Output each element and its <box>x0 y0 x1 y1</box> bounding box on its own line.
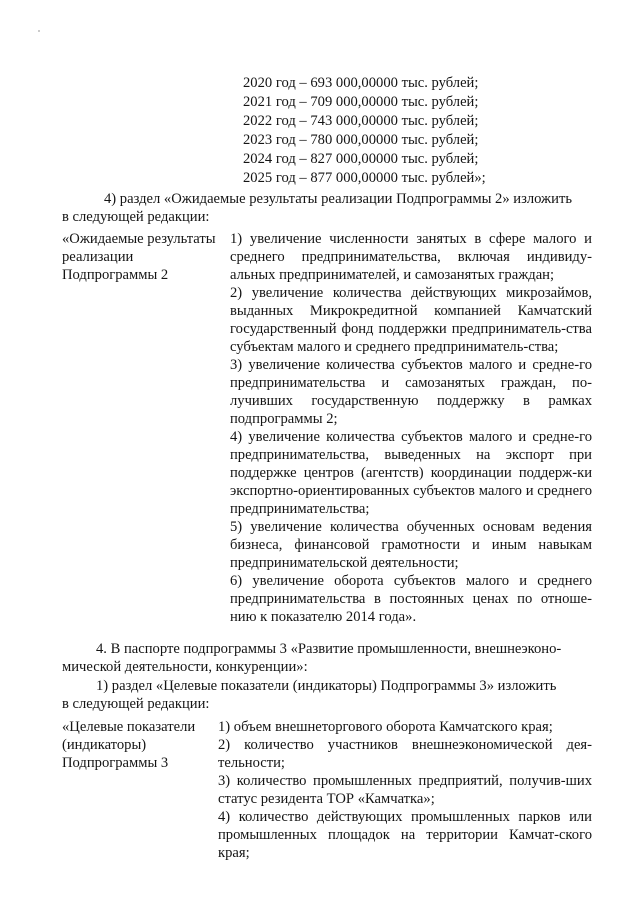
funding-line: 2021 год – 709 000,00000 тыс. рублей; <box>243 94 479 110</box>
table2-items <box>218 718 592 862</box>
paragraph-1-line-2: в следующей редакции: <box>62 696 210 712</box>
funding-line: 2025 год – 877 000,00000 тыс. рублей»; <box>243 170 486 186</box>
list-item: 1) объем внешнеторгового оборота Камчатского края; <box>218 719 553 735</box>
list-item: 4) увеличение количества субъектов малого и средне-го предпринимательства, выведенных на экспорт при поддержке центров (агентств) координации поддерж-ки экспортно-ориентированных субъектов малого и среднего предпринимательства; <box>230 429 592 517</box>
scan-speck <box>38 30 40 32</box>
section-4-line-1: 4. В паспорте подпрограммы 3 «Развитие промышленности, внешнеэконо- <box>96 641 562 657</box>
paragraph-4-line-2: в следующей редакции: <box>62 209 210 225</box>
paragraph-4-line-1: 4) раздел «Ожидаемые результаты реализации Подпрограммы 2» изложить <box>104 191 572 207</box>
paragraph-1-line-1: 1) раздел «Целевые показатели (индикаторы) Подпрограммы 3» изложить <box>96 678 557 694</box>
funding-line: 2020 год – 693 000,00000 тыс. рублей; <box>243 75 479 91</box>
list-item: 2) увеличение количества действующих микрозаймов, выданных Микрокредитной компанией Камчатский государственный фонд поддержки предприниматель-ства субъектам малого и среднего предприниматель-ства; <box>230 285 592 355</box>
section-4-line-2: мической деятельности, конкуренции»: <box>62 659 308 675</box>
list-item: 5) увеличение количества обученных основам ведения бизнеса, финансовой грамотности и иным навыкам предпринимательской деятельности; <box>230 519 592 571</box>
list-item: 4) количество действующих промышленных парков или промышленных площадок на территории Камчат-ского края; <box>218 809 592 861</box>
funding-line: 2024 год – 827 000,00000 тыс. рублей; <box>243 151 479 167</box>
list-item: 3) количество промышленных предприятий, получив-ших статус резидента ТОР «Камчатка»; <box>218 773 592 807</box>
funding-line: 2022 год – 743 000,00000 тыс. рублей; <box>243 113 479 129</box>
funding-line: 2023 год – 780 000,00000 тыс. рублей; <box>243 132 479 148</box>
table2-label: «Целевые показатели (индикаторы) Подпрограммы 3 <box>62 719 196 771</box>
table1-items <box>230 230 592 626</box>
list-item: 1) увеличение численности занятых в сфере малого и среднего предпринимательства, включая индивиду-альных предпринимателей, и самозанятых граждан; <box>230 231 592 283</box>
list-item: 6) увеличение оборота субъектов малого и среднего предпринимательства в постоянных ценах по отноше-нию к показателю 2014 года». <box>230 573 592 625</box>
list-item: 3) увеличение количества субъектов малого и средне-го предпринимательства и самозанятых граждан, по-лучивших государственную поддержку в рамках подпрограммы 2; <box>230 357 592 427</box>
table1-label: «Ожидаемые результаты реализации Подпрограммы 2 <box>62 231 216 283</box>
list-item: 2) количество участников внешнеэкономической дея-тельности; <box>218 737 592 771</box>
